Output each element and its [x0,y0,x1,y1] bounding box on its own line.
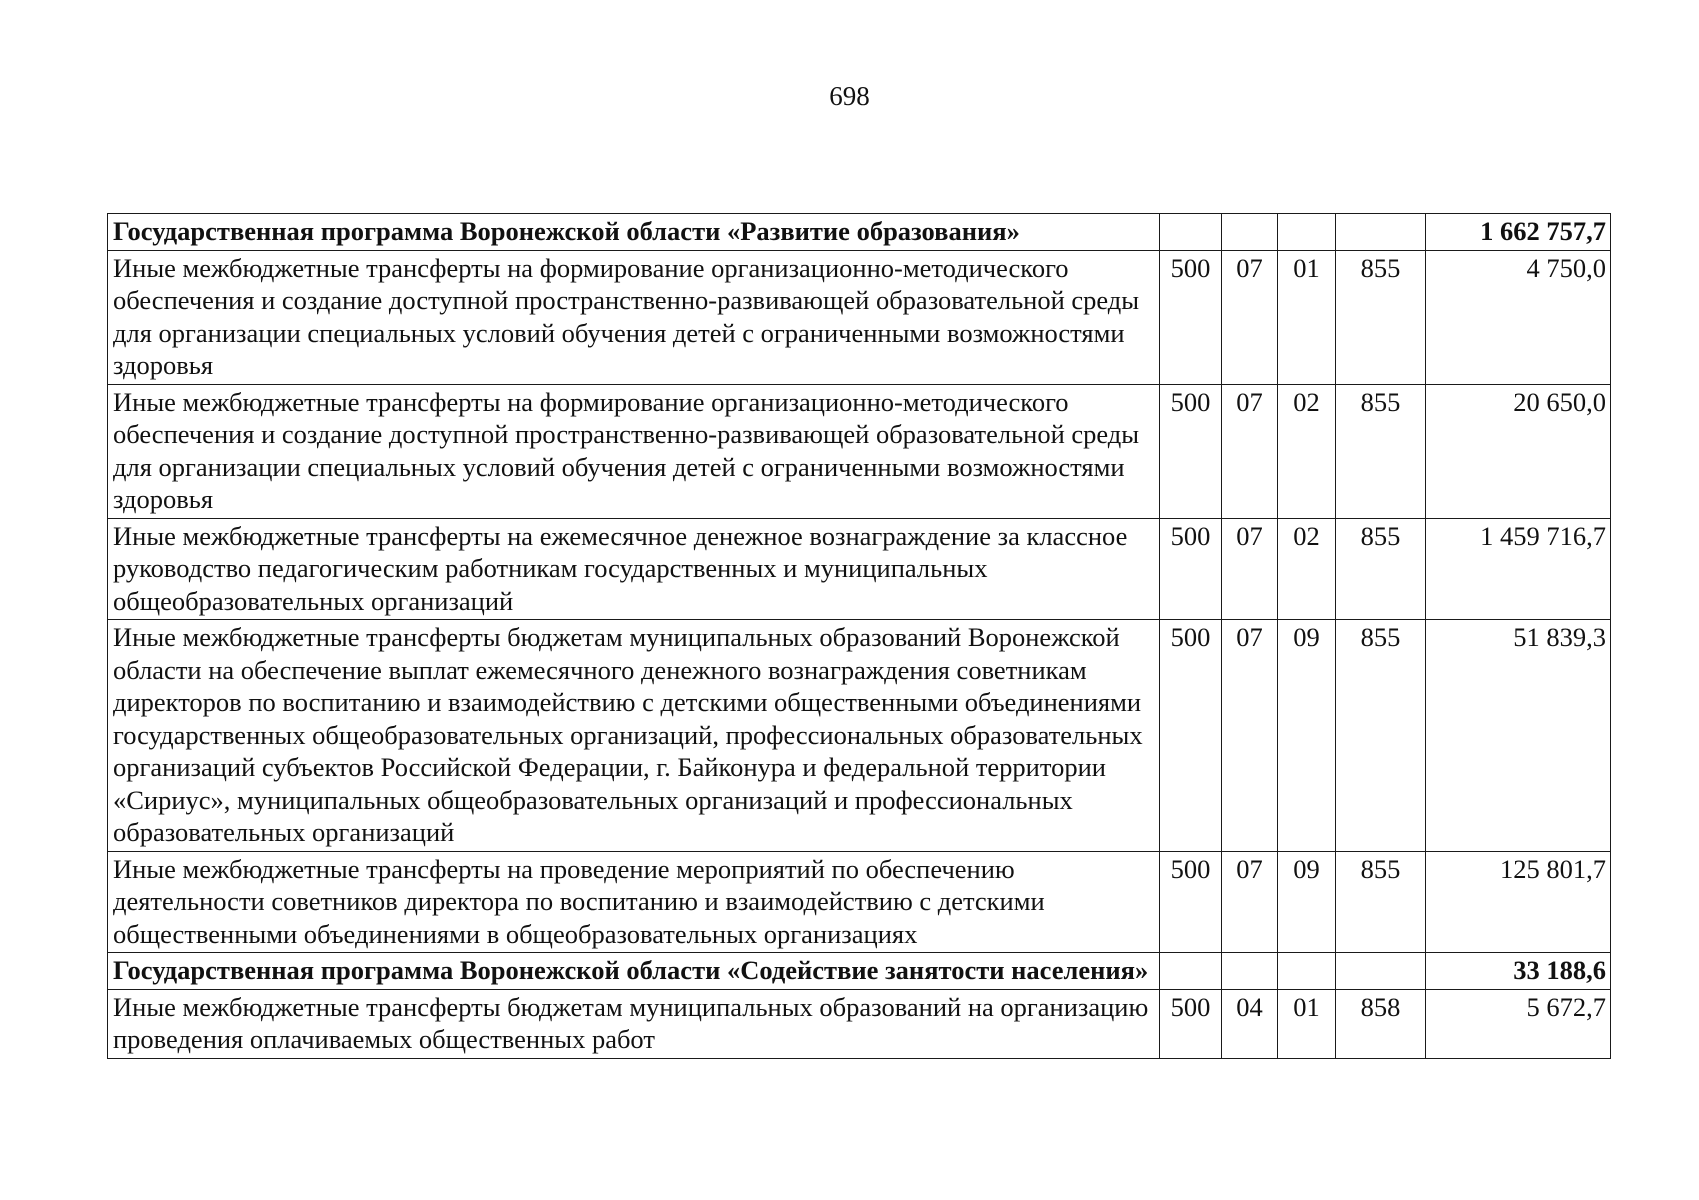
row-name: Государственная программа Воронежской области «Содействие занятости населения» [108,953,1160,990]
row-code-rz: 07 [1222,620,1278,852]
row-code-gr: 500 [1160,989,1222,1058]
row-sum: 20 650,0 [1426,384,1611,518]
row-name: Государственная программа Воронежской области «Развитие образования» [108,214,1160,251]
row-code-vr: 855 [1336,384,1426,518]
row-name: Иные межбюджетные трансферты на формирование организационно-методического обеспечения и создание доступной пространственно-развивающей образовательной среды для организации специальных условий обучения детей с ограниченными возможностями здоровья [108,384,1160,518]
row-code-vr: 855 [1336,620,1426,852]
table-row-program [108,953,1611,990]
row-code-rz: 07 [1222,250,1278,384]
row-code-gr: 500 [1160,851,1222,953]
row-code-vr: 855 [1336,518,1426,620]
row-sum: 1 662 757,7 [1426,214,1611,251]
row-code-rz [1222,214,1278,251]
row-code-gr [1160,953,1222,990]
row-sum: 4 750,0 [1426,250,1611,384]
row-code-vr [1336,953,1426,990]
row-sum: 51 839,3 [1426,620,1611,852]
table-row [108,250,1611,384]
row-code-gr: 500 [1160,384,1222,518]
row-code-pr: 02 [1278,518,1336,620]
table-row [108,851,1611,953]
row-code-rz: 07 [1222,851,1278,953]
budget-table [107,213,1611,1059]
row-code-pr: 01 [1278,989,1336,1058]
row-code-gr: 500 [1160,620,1222,852]
row-name: Иные межбюджетные трансферты на проведение мероприятий по обеспечению деятельности советников директора по воспитанию и взаимодействию с детскими общественными объединениями в общеобразовательных организациях [108,851,1160,953]
row-name: Иные межбюджетные трансферты на ежемесячное денежное вознаграждение за классное руководство педагогическим работникам государственных и муниципальных общеобразовательных организаций [108,518,1160,620]
row-code-gr [1160,214,1222,251]
row-code-rz [1222,953,1278,990]
row-sum: 33 188,6 [1426,953,1611,990]
row-code-vr [1336,214,1426,251]
row-sum: 5 672,7 [1426,989,1611,1058]
row-code-gr: 500 [1160,518,1222,620]
row-code-pr [1278,214,1336,251]
row-code-vr: 855 [1336,250,1426,384]
row-code-pr [1278,953,1336,990]
row-code-rz: 07 [1222,384,1278,518]
row-sum: 1 459 716,7 [1426,518,1611,620]
row-code-pr: 01 [1278,250,1336,384]
table-row [108,384,1611,518]
table-row-program [108,214,1611,251]
table-row [108,518,1611,620]
row-code-pr: 09 [1278,620,1336,852]
row-code-vr: 855 [1336,851,1426,953]
row-code-rz: 07 [1222,518,1278,620]
row-code-pr: 02 [1278,384,1336,518]
row-code-gr: 500 [1160,250,1222,384]
table-row [108,620,1611,852]
row-name: Иные межбюджетные трансферты бюджетам муниципальных образований на организацию проведения оплачиваемых общественных работ [108,989,1160,1058]
row-sum: 125 801,7 [1426,851,1611,953]
table-row [108,989,1611,1058]
row-name: Иные межбюджетные трансферты бюджетам муниципальных образований Воронежской области на обеспечение выплат ежемесячного денежного вознаграждения советникам директоров по воспитанию и взаимодействию с детскими общественными объединениями государственных общеобразовательных организаций, профессиональных образовательных организаций субъектов Российской Федерации, г. Байконура и федеральной территории «Сириус», муниципальных общеобразовательных организаций и профессиональных образовательных организаций [108,620,1160,852]
page-number: 698 [829,81,870,111]
row-code-pr: 09 [1278,851,1336,953]
row-name: Иные межбюджетные трансферты на формирование организационно-методического обеспечения и создание доступной пространственно-развивающей образовательной среды для организации специальных условий обучения детей с ограниченными возможностями здоровья [108,250,1160,384]
row-code-vr: 858 [1336,989,1426,1058]
row-code-rz: 04 [1222,989,1278,1058]
